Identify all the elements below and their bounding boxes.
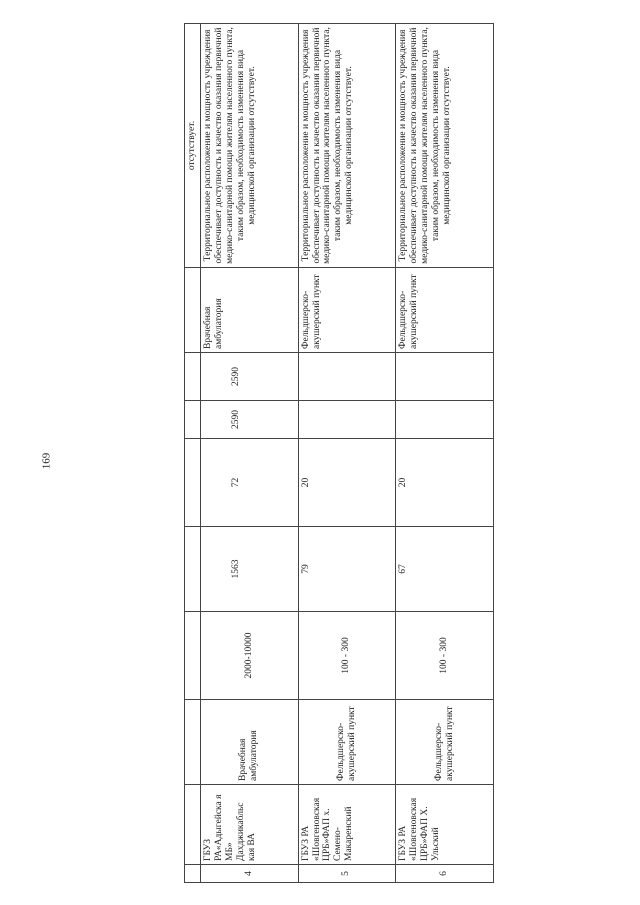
cell-value-3: 2590	[200, 400, 298, 438]
cell-value-4	[298, 352, 396, 400]
cell-facility-type: Фельдшерско-акушерский пункт	[298, 699, 396, 784]
cell-value-2: 20	[298, 438, 396, 526]
cell-value-4	[396, 352, 494, 400]
table-row	[396, 23, 494, 882]
medical-facilities-table	[184, 23, 494, 883]
cell-value-2: 72	[200, 438, 298, 526]
cell-conclusion: Территориальное расположение и мощность учреждения обеспечивает доступность и качество оказания первичной медико-санитарной помощи жителям населенного пункта, таким образом, необходимость изменения вида медицинской организации отсутствует.	[396, 23, 494, 267]
cell-row-number: 6	[396, 864, 494, 882]
cell-population-range: 100 - 300	[298, 611, 396, 699]
cell-value-3	[396, 400, 494, 438]
cell-value-2: 20	[396, 438, 494, 526]
cell-value-4: 2590	[200, 352, 298, 400]
cell-value-1: 67	[396, 526, 494, 611]
cell-organization: ГБУЗ РА «Шовгеновская ЦРБ»ФАП Х. Ульский	[396, 784, 494, 864]
cell-conclusion: Территориальное расположение и мощность учреждения обеспечивает доступность и качество оказания первичной медико-санитарной помощи жителям населенного пункта, таким образом, необходимость изменения вида медицинской организации отсутствует.	[298, 23, 396, 267]
cell-value-3	[298, 400, 396, 438]
rotated-table-container	[184, 23, 494, 883]
cell-organization: ГБУЗ РА «Шовгеновская ЦРБ»ФАП х. Семено-Макаренский	[298, 784, 396, 864]
cell-facility-type: Врачебная амбулатория	[200, 699, 298, 784]
cell-organization: ГБУЗ РА«Адыгейска я МБ» Дахджикабльс кая ВА	[200, 784, 298, 864]
page-number: 169	[40, 452, 53, 470]
cell-row-number: 4	[200, 864, 298, 882]
cell-value-1: 1563	[200, 526, 298, 611]
cell-facility-type: Фельдшерско-акушерский пункт	[396, 699, 494, 784]
table-row	[200, 23, 298, 882]
cell-continuation-text: отсутствует.	[185, 23, 201, 267]
cell-population-range: 100 - 300	[396, 611, 494, 699]
table-row-continuation	[185, 23, 201, 882]
cell-value-1: 79	[298, 526, 396, 611]
cell-facility-type-recommended: Врачебная амбулатория	[200, 267, 298, 352]
cell-row-number: 5	[298, 864, 396, 882]
cell-conclusion: Территориальное расположение и мощность учреждения обеспечивает доступность и качество оказания первичной медико-санитарной помощи жителям населенного пункта, таким образом, необходимость изменения вида медицинской организации отсутствует.	[200, 23, 298, 267]
cell-facility-type-recommended: Фельдшерско-акушерский пункт	[396, 267, 494, 352]
cell-population-range: 2000-10000	[200, 611, 298, 699]
table-row	[298, 23, 396, 882]
cell-facility-type-recommended: Фельдшерско-акушерский пункт	[298, 267, 396, 352]
